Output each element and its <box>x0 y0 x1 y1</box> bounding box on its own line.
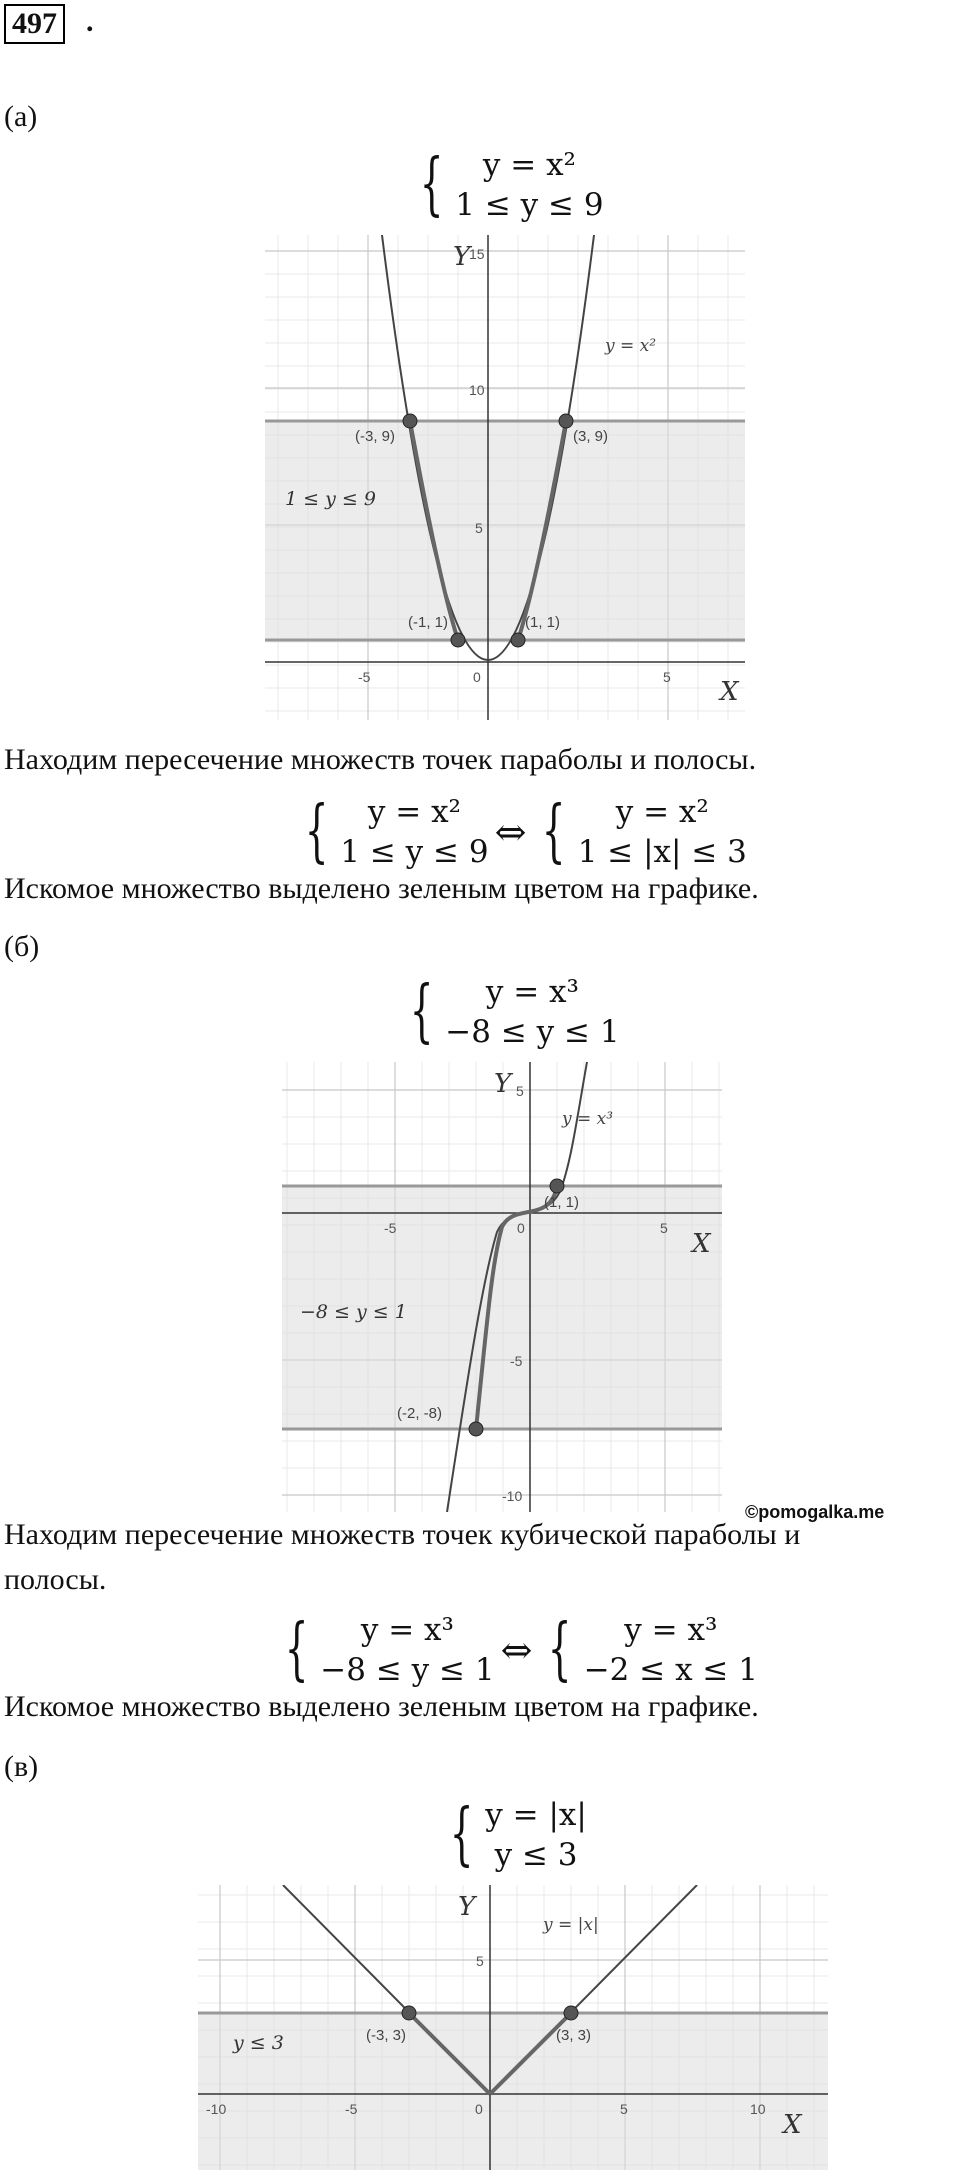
part-a-equiv-right-1: y = x² <box>615 794 709 830</box>
part-a-equivalence: { y = x² 1 ≤ y ≤ 9 ⇔ { y = x² 1 ≤ |x| ≤ 3 <box>304 792 747 871</box>
graph-b-y-label: Y <box>494 1069 512 1099</box>
graph-c-band-label: y ≤ 3 <box>233 2032 284 2054</box>
part-a-system-line-1: y = x² <box>482 147 576 183</box>
part-c-system-line-2: y ≤ 3 <box>494 1837 578 1873</box>
graph-b-ytick-m10: -10 <box>502 1488 523 1504</box>
graph-a-y-label: Y <box>453 242 471 272</box>
graph-c-xtick-10: 10 <box>750 2101 766 2117</box>
part-a-equiv-left-1: y = x² <box>367 794 461 830</box>
graph-c-label-3-3: (3, 3) <box>556 2027 592 2044</box>
graph-b-xtick-m5: -5 <box>384 1220 397 1236</box>
part-a-text-1: Находим пересечение множеств точек параболы и полосы. <box>4 743 757 776</box>
problem-number: 497 <box>4 4 65 44</box>
part-c-label: (в) <box>4 1750 39 1783</box>
part-b-text-1b: полосы. <box>4 1563 107 1596</box>
graph-c-xtick-0: 0 <box>475 2101 483 2117</box>
graph-b-xtick-5: 5 <box>660 1220 668 1236</box>
part-b-equiv-left-1: y = x³ <box>360 1612 454 1648</box>
graph-c-point-3-3 <box>564 2006 578 2020</box>
graph-a-xtick-0: 0 <box>473 669 481 685</box>
graph-a-ytick-15: 15 <box>469 246 485 262</box>
part-b-system-line-1: y = x³ <box>485 974 579 1010</box>
part-a-text-2: Искомое множество выделено зеленым цветом на графике. <box>4 872 759 905</box>
graph-b-label-m2-m8: (-2, -8) <box>397 1405 442 1422</box>
graph-b-x-label: X <box>692 1229 711 1259</box>
graph-a-point-m1-1 <box>451 633 465 647</box>
part-c-system-line-1: y = |x| <box>485 1797 587 1833</box>
graph-a-ytick-10: 10 <box>469 382 485 398</box>
graph-c-xtick-m5: -5 <box>345 2101 358 2117</box>
part-b-equiv-right-1: y = x³ <box>624 1612 718 1648</box>
graph-b-curve-label: y = x³ <box>562 1109 614 1129</box>
part-b-text-1a: Находим пересечение множеств точек кубической параболы и <box>4 1518 801 1551</box>
graph-c-x-label: X <box>783 2110 802 2140</box>
part-b-equivalence: { y = x³ −8 ≤ y ≤ 1 ⇔ { y = x³ −2 ≤ x ≤ 1 <box>284 1610 758 1689</box>
graph-a-label-3-9: (3, 9) <box>573 428 609 445</box>
part-b-equiv-right-2: −2 ≤ x ≤ 1 <box>583 1652 758 1688</box>
part-b-text-2: Искомое множество выделено зеленым цветом на графике. <box>4 1690 759 1723</box>
part-b-system: { y = x³ −8 ≤ y ≤ 1 <box>409 972 620 1051</box>
graph-c-curve-label: y = |x| <box>543 1915 599 1935</box>
graph-a-x-label: X <box>720 677 739 707</box>
graph-c-label-m3-3: (-3, 3) <box>366 2027 407 2044</box>
graph-a-band-label: 1 ≤ y ≤ 9 <box>285 488 376 510</box>
graph-b-point-1-1 <box>550 1179 564 1193</box>
graph-a <box>265 235 745 720</box>
graph-a-band <box>265 421 745 640</box>
graph-c-y-label: Y <box>458 1892 476 1922</box>
graph-a-label-1-1: (1, 1) <box>525 614 561 631</box>
part-b-equiv-left-2: −8 ≤ y ≤ 1 <box>320 1652 495 1688</box>
graph-a-point-m3-9 <box>403 414 417 428</box>
graph-c-point-m3-3 <box>402 2006 416 2020</box>
graph-b-xtick-0: 0 <box>517 1220 525 1236</box>
graph-b-point-m2-m8 <box>469 1422 483 1436</box>
graph-a-point-3-9 <box>559 414 573 428</box>
graph-a-ytick-5: 5 <box>475 520 483 536</box>
part-c-system: { y = |x| y ≤ 3 <box>449 1795 587 1874</box>
graph-c <box>198 1885 828 2170</box>
graph-a-xtick-m5: -5 <box>358 669 371 685</box>
graph-c-band <box>198 2013 828 2170</box>
part-a-system: { y = x² 1 ≤ y ≤ 9 <box>419 145 604 224</box>
part-a-equiv-right-2: 1 ≤ |x| ≤ 3 <box>577 834 747 870</box>
watermark: ©pomogalka.me <box>745 1502 885 1522</box>
graph-b-label-1-1: (1, 1) <box>544 1194 580 1211</box>
graph-b-ytick-5: 5 <box>516 1083 524 1099</box>
part-a-label: (а) <box>4 100 38 133</box>
graph-a-label-m3-9: (-3, 9) <box>355 428 396 445</box>
graph-a-point-1-1 <box>511 633 525 647</box>
graph-c-ytick-5: 5 <box>476 1953 484 1969</box>
part-a-equiv-left-2: 1 ≤ y ≤ 9 <box>340 834 489 870</box>
part-b-label: (б) <box>4 930 40 963</box>
part-a-system-line-2: 1 ≤ y ≤ 9 <box>455 187 604 223</box>
graph-b <box>282 1062 722 1512</box>
graph-c-xtick-5: 5 <box>620 2101 628 2117</box>
graph-c-xtick-m10: -10 <box>206 2101 227 2117</box>
graph-a-curve-label: y = x² <box>605 336 657 356</box>
graph-a-xtick-5: 5 <box>663 669 671 685</box>
problem-number-dot: . <box>86 5 94 38</box>
part-b-system-line-2: −8 ≤ y ≤ 1 <box>445 1014 620 1050</box>
graph-b-ytick-m5: -5 <box>510 1353 523 1369</box>
graph-a-label-m1-1: (-1, 1) <box>408 614 449 631</box>
graph-b-band-label: −8 ≤ y ≤ 1 <box>300 1301 407 1323</box>
